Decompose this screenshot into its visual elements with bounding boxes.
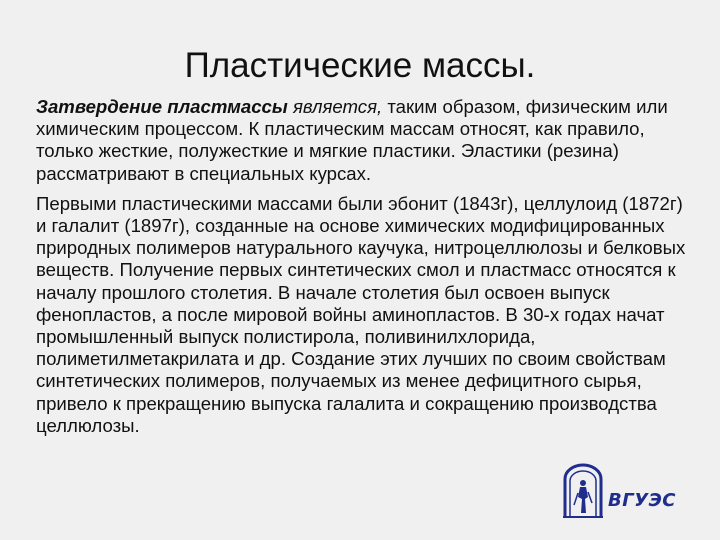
definition-verb: является, bbox=[292, 96, 383, 117]
slide-title: Пластические массы. bbox=[184, 46, 536, 85]
logo-text: ВГУЭС bbox=[608, 490, 676, 511]
university-logo bbox=[562, 463, 682, 523]
definition-text: таким образом, физическим или химическим процессом. К пластическим массам относят, как правило, только жесткие, полужесткие и мягкие пластики. Эластики (резина) рассматривают в специальных курсах. bbox=[36, 96, 668, 184]
term-hardening: Затвердение пластмассы bbox=[36, 96, 288, 117]
paragraph-history: Первыми пластическими массами были эбонит (1843г), целлулоид (1872г) и галалит (1897г), созданные на основе химических модифицированных природных полимеров натурального каучука, нитроцеллюлозы и белковых веществ. Получение первых синтетических смол и пластмасс относятся к началу прошлого столетия. В начале столетия был освоен выпуск фенопластов, а после мировой войны аминопластов. В 30-х годах начат промышленный выпуск полистирола, поливинилхлорида, полиметилметакрилата и др. Создание этих лучших по своим свойствам синтетических полимеров, получаемых из менее дефицитного сырья, привело к прекращению выпуска галалита и сокращению производства целлюлозы. bbox=[36, 192, 686, 436]
slide-body bbox=[36, 96, 696, 437]
paragraph-definition bbox=[36, 96, 696, 185]
university-emblem-icon bbox=[562, 463, 604, 519]
